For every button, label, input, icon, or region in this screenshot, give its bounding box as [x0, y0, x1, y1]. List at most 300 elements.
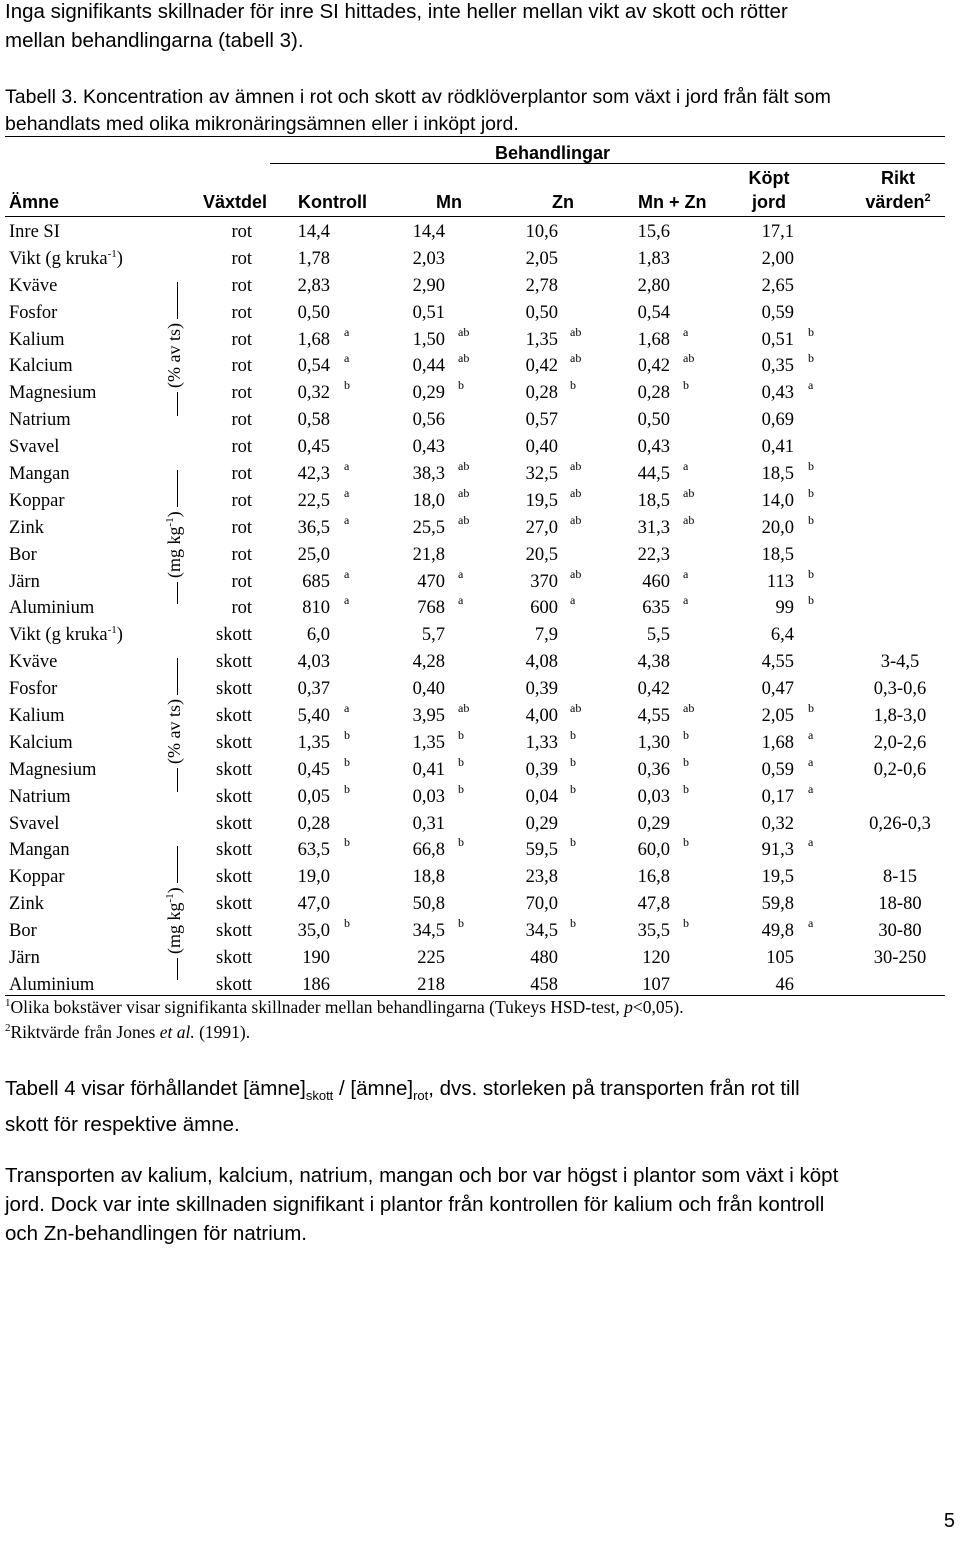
footnote-italic: et al. — [159, 1022, 195, 1042]
row-value: 14,0 — [761, 490, 794, 511]
substance-name: Fosfor — [9, 302, 58, 323]
table-top-rule — [5, 136, 945, 137]
footnote-2 — [5, 1020, 250, 1044]
row-value: 47,8 — [637, 894, 670, 915]
significance-letter: b — [570, 835, 576, 850]
row-value: 2,65 — [761, 275, 794, 296]
row-value: 19,5 — [525, 490, 558, 511]
significance-letter: a — [683, 324, 689, 339]
page-number: 5 — [943, 1510, 955, 1532]
row-plant-part: rot — [231, 544, 252, 565]
header-varden-line — [856, 190, 940, 214]
footnote-1 — [5, 995, 684, 1019]
unit-text: (mg kg — [164, 902, 184, 954]
table-row — [0, 943, 960, 970]
row-value: 18,5 — [761, 464, 794, 485]
row-value: 0,59 — [761, 302, 794, 323]
row-value: 15,6 — [637, 222, 670, 242]
row-value: 22,5 — [297, 490, 330, 511]
substance-name: Mangan — [9, 464, 70, 485]
row-value: 0,50 — [297, 302, 330, 323]
significance-letter: ab — [570, 512, 582, 527]
row-value: 4,08 — [525, 652, 558, 673]
row-value: 6,4 — [770, 625, 794, 646]
row-substance — [9, 597, 94, 619]
table-row — [0, 432, 960, 459]
substance-name-end: ) — [116, 625, 123, 646]
row-value: 0,42 — [637, 679, 670, 700]
row-value: 5,5 — [646, 625, 670, 646]
row-value: 0,41 — [761, 437, 794, 458]
substance-name: Zink — [9, 517, 44, 538]
row-substance — [9, 329, 65, 351]
significance-letter: b — [570, 916, 576, 931]
intro-paragraph — [5, 0, 955, 55]
significance-letter: ab — [683, 512, 695, 527]
significance-letter: ab — [683, 485, 695, 500]
row-plant-part: rot — [231, 571, 252, 592]
substance-name: Natrium — [9, 410, 71, 431]
substance-name: Zink — [9, 894, 44, 915]
table-row — [0, 593, 960, 620]
row-value: 4,28 — [412, 652, 445, 673]
significance-letter: b — [808, 512, 814, 527]
row-value: 1,35 — [297, 732, 330, 753]
significance-letter: ab — [458, 324, 470, 339]
row-value: 0,51 — [761, 329, 794, 350]
significance-letter: b — [344, 835, 350, 850]
row-value: 2,05 — [525, 248, 558, 269]
row-value: 0,42 — [525, 356, 558, 377]
row-value: 22,3 — [637, 544, 670, 565]
significance-letter: b — [458, 781, 464, 796]
row-substance — [9, 839, 70, 861]
table-caption — [5, 84, 955, 138]
row-value: 105 — [766, 948, 794, 969]
row-value: 0,40 — [412, 679, 445, 700]
unit-text-end: ) — [164, 511, 184, 518]
significance-letter: b — [570, 378, 576, 393]
row-value: 2,83 — [297, 275, 330, 296]
table-row — [0, 970, 960, 997]
unit-sup: -1 — [164, 517, 176, 527]
significance-letter: b — [458, 835, 464, 850]
row-plant-part: skott — [216, 706, 252, 727]
row-plant-part: skott — [216, 840, 252, 861]
significance-letter: a — [808, 754, 814, 769]
significance-letter: a — [808, 916, 814, 931]
row-substance — [9, 517, 44, 539]
significance-letter: a — [344, 593, 350, 608]
row-value: 0,36 — [637, 759, 670, 780]
significance-letter: a — [683, 593, 689, 608]
row-substance — [9, 786, 71, 808]
row-value: 0,17 — [761, 786, 794, 807]
row-value: 47,0 — [297, 894, 330, 915]
table-row — [0, 271, 960, 298]
significance-letter: b — [808, 701, 814, 716]
row-substance — [9, 382, 96, 404]
row-value: 458 — [530, 974, 558, 995]
row-plant-part: skott — [216, 732, 252, 753]
row-value: 0,39 — [525, 679, 558, 700]
substance-sup: -1 — [107, 247, 117, 260]
table-row — [0, 916, 960, 943]
significance-letter: b — [808, 324, 814, 339]
row-reference-value: 0,2-0,6 — [873, 759, 927, 780]
row-value: 21,8 — [412, 544, 445, 565]
significance-letter: b — [344, 727, 350, 742]
significance-letter: b — [683, 781, 689, 796]
significance-letter: b — [570, 754, 576, 769]
row-value: 4,03 — [297, 652, 330, 673]
header-zn: Zn — [552, 192, 574, 212]
row-substance — [9, 302, 57, 324]
row-value: 0,03 — [637, 786, 670, 807]
row-value: 66,8 — [412, 840, 445, 861]
row-plant-part: rot — [231, 464, 252, 485]
row-value: 17,1 — [761, 222, 794, 242]
substance-name: Magnesium — [9, 383, 97, 404]
significance-letter: a — [570, 593, 576, 608]
paragraph-text: Tabell 4 visar förhållandet [ämne] — [5, 1077, 306, 1100]
row-value: 4,00 — [525, 706, 558, 727]
row-plant-part: rot — [231, 490, 252, 511]
significance-letter: a — [344, 701, 350, 716]
row-substance — [9, 624, 123, 646]
row-reference-value: 30-80 — [878, 921, 922, 942]
significance-letter: a — [344, 324, 350, 339]
row-substance — [9, 544, 37, 566]
row-plant-part: skott — [216, 813, 252, 834]
unit-label-pct: (% av ts) — [164, 319, 185, 392]
table-row — [0, 835, 960, 862]
table-row — [0, 217, 960, 244]
row-value: 0,42 — [637, 356, 670, 377]
row-value: 0,44 — [412, 356, 445, 377]
row-value: 3,95 — [412, 706, 445, 727]
significance-letter: b — [344, 781, 350, 796]
row-value: 1,30 — [637, 732, 670, 753]
table-row — [0, 540, 960, 567]
table-row — [0, 513, 960, 540]
footnote-italic: p — [624, 997, 633, 1017]
row-plant-part: skott — [216, 894, 252, 915]
table-row — [0, 647, 960, 674]
row-substance — [9, 571, 40, 593]
significance-letter: b — [808, 485, 814, 500]
row-value: 0,59 — [761, 759, 794, 780]
substance-name: Fosfor — [9, 679, 58, 700]
table-row — [0, 889, 960, 916]
row-value: 34,5 — [412, 921, 445, 942]
significance-letter: ab — [570, 459, 582, 474]
substance-name: Kalium — [9, 329, 65, 350]
row-value: 31,3 — [637, 517, 670, 538]
paragraph-line — [5, 1074, 955, 1110]
row-value: 685 — [302, 571, 330, 592]
row-value: 1,83 — [637, 248, 670, 269]
significance-letter: b — [683, 916, 689, 931]
row-value: 46 — [775, 974, 794, 995]
row-value: 4,55 — [637, 706, 670, 727]
substance-name: Inre SI — [9, 222, 60, 242]
row-substance — [9, 355, 73, 377]
row-value: 0,31 — [412, 813, 445, 834]
row-plant-part: skott — [216, 948, 252, 969]
row-value: 23,8 — [525, 867, 558, 888]
row-value: 1,50 — [412, 329, 445, 350]
significance-letter: b — [458, 378, 464, 393]
row-value: 0,41 — [412, 759, 445, 780]
row-value: 0,40 — [525, 437, 558, 458]
significance-letter: b — [808, 459, 814, 474]
row-value: 49,8 — [761, 921, 794, 942]
caption-line: Tabell 3. Koncentration av ämnen i rot och skott av rödklöverplantor som växt i jord från fält som — [5, 86, 831, 108]
intro-line: mellan behandlingarna (tabell 3). — [5, 29, 304, 52]
row-value: 0,43 — [412, 437, 445, 458]
row-plant-part: rot — [231, 248, 252, 269]
header-kopt-jord — [746, 166, 792, 214]
header-mn: Mn — [436, 192, 462, 212]
intro-line: Inga signifikants skillnader för inre SI hittades, inte heller mellan vikt av skott och rötter — [5, 0, 788, 23]
footnote-text: Riktvärde från Jones — [10, 1022, 160, 1042]
significance-letter: b — [683, 727, 689, 742]
row-value: 2,00 — [761, 248, 794, 269]
row-value: 0,47 — [761, 679, 794, 700]
substance-name: Natrium — [9, 786, 71, 807]
row-plant-part: skott — [216, 921, 252, 942]
row-value: 4,55 — [761, 652, 794, 673]
significance-letter: b — [344, 754, 350, 769]
subscript: skott — [305, 1088, 334, 1104]
substance-name: Aluminium — [9, 974, 95, 995]
substance-name: Mangan — [9, 840, 70, 861]
row-value: 6,0 — [306, 625, 330, 646]
significance-letter: ab — [570, 324, 582, 339]
row-reference-value: 1,8-3,0 — [873, 706, 927, 727]
row-value: 0,51 — [412, 302, 445, 323]
row-value: 27,0 — [525, 517, 558, 538]
substance-name: Järn — [9, 571, 40, 592]
significance-letter: ab — [458, 485, 470, 500]
row-value: 0,05 — [297, 786, 330, 807]
row-value: 1,68 — [761, 732, 794, 753]
table-row — [0, 674, 960, 701]
row-reference-value: 2,0-2,6 — [873, 732, 927, 753]
significance-letter: b — [570, 781, 576, 796]
significance-letter: a — [344, 459, 350, 474]
row-value: 635 — [642, 598, 670, 619]
row-value: 0,50 — [637, 410, 670, 431]
row-value: 18,8 — [412, 867, 445, 888]
row-value: 50,8 — [412, 894, 445, 915]
row-reference-value: 18-80 — [878, 894, 922, 915]
row-value: 42,3 — [297, 464, 330, 485]
row-plant-part: rot — [231, 598, 252, 619]
row-value: 59,8 — [761, 894, 794, 915]
row-value: 107 — [642, 974, 670, 995]
row-value: 10,6 — [525, 222, 558, 242]
row-value: 0,04 — [525, 786, 558, 807]
row-substance — [9, 732, 73, 754]
row-value: 1,35 — [412, 732, 445, 753]
row-substance — [9, 678, 57, 700]
significance-letter: ab — [458, 701, 470, 716]
row-value: 0,54 — [297, 356, 330, 377]
row-value: 60,0 — [637, 840, 670, 861]
substance-name: Svavel — [9, 437, 60, 458]
row-value: 0,56 — [412, 410, 445, 431]
row-substance — [9, 409, 71, 431]
significance-letter: ab — [683, 701, 695, 716]
significance-letter: ab — [683, 351, 695, 366]
unit-sup: -1 — [164, 893, 176, 903]
row-plant-part: rot — [231, 222, 252, 242]
significance-letter: b — [683, 754, 689, 769]
significance-letter: ab — [458, 351, 470, 366]
row-plant-part: rot — [231, 356, 252, 377]
footnote-text: Olika bokstäver visar signifikanta skillnader mellan behandlingarna (Tukeys HSD-test, — [10, 997, 625, 1017]
row-substance — [9, 705, 65, 727]
row-reference-value: 30-250 — [873, 948, 927, 969]
substance-name: Vikt (g kruka — [9, 248, 108, 269]
row-reference-value: 3-4,5 — [880, 652, 920, 673]
row-plant-part: skott — [216, 786, 252, 807]
unit-text-end: ) — [164, 887, 184, 894]
row-plant-part: skott — [216, 974, 252, 995]
header-rikt-line: Rikt — [880, 168, 915, 188]
row-substance — [9, 920, 37, 942]
row-value: 25,0 — [297, 544, 330, 565]
row-plant-part: skott — [216, 759, 252, 780]
row-value: 18,0 — [412, 490, 445, 511]
row-plant-part: rot — [231, 329, 252, 350]
row-substance — [9, 248, 123, 270]
row-value: 35,0 — [297, 921, 330, 942]
significance-letter: b — [808, 593, 814, 608]
paragraph-transport — [5, 1161, 955, 1248]
row-value: 63,5 — [297, 840, 330, 861]
paragraph-text: / [ämne] — [333, 1077, 414, 1100]
row-value: 0,32 — [761, 813, 794, 834]
significance-letter: b — [683, 835, 689, 850]
row-value: 600 — [530, 598, 558, 619]
row-value: 91,3 — [761, 840, 794, 861]
row-value: 2,03 — [412, 248, 445, 269]
row-value: 0,50 — [525, 302, 558, 323]
substance-name-end: ) — [116, 248, 123, 269]
row-value: 0,35 — [761, 356, 794, 377]
row-value: 186 — [302, 974, 330, 995]
row-substance — [9, 463, 70, 485]
row-value: 20,5 — [525, 544, 558, 565]
row-value: 18,5 — [761, 544, 794, 565]
row-value: 225 — [417, 948, 445, 969]
significance-letter: ab — [570, 701, 582, 716]
table-row — [0, 728, 960, 755]
significance-letter: b — [458, 754, 464, 769]
row-reference-value: 8-15 — [883, 867, 917, 888]
significance-letter: a — [683, 459, 689, 474]
row-value: 0,39 — [525, 759, 558, 780]
table-row — [0, 298, 960, 325]
significance-letter: ab — [570, 566, 582, 581]
substance-name: Bor — [9, 544, 37, 565]
table-row — [0, 701, 960, 728]
row-value: 5,40 — [297, 706, 330, 727]
footnote-text: (1991). — [194, 1022, 251, 1042]
row-plant-part: rot — [231, 517, 252, 538]
unit-label-pct: (% av ts) — [164, 695, 185, 768]
row-reference-value: 0,3-0,6 — [873, 679, 927, 700]
paragraph-ratio — [5, 1074, 955, 1139]
row-value: 36,5 — [297, 517, 330, 538]
table-row — [0, 782, 960, 809]
row-value: 0,28 — [637, 383, 670, 404]
paragraph-line: jord. Dock var inte skillnaden signifikant i plantor från kontrollen för kalium och från kontroll — [5, 1193, 825, 1216]
significance-letter: a — [344, 351, 350, 366]
row-value: 25,5 — [412, 517, 445, 538]
paragraph-text: , dvs. storleken på transporten från rot till — [428, 1077, 800, 1100]
significance-letter: b — [808, 351, 814, 366]
header-amne: Ämne — [9, 192, 60, 212]
row-substance — [9, 813, 59, 835]
row-value: 14,4 — [412, 222, 445, 242]
row-value: 0,43 — [637, 437, 670, 458]
row-plant-part: rot — [231, 437, 252, 458]
row-substance — [9, 436, 59, 458]
row-value: 0,28 — [297, 813, 330, 834]
table-row — [0, 244, 960, 271]
significance-letter: b — [458, 727, 464, 742]
table-row — [0, 486, 960, 513]
header-varden-text: värden — [865, 192, 925, 212]
substance-name: Koppar — [9, 867, 65, 888]
row-value: 0,57 — [525, 410, 558, 431]
row-value: 2,78 — [525, 275, 558, 296]
row-value: 470 — [417, 571, 445, 592]
row-substance — [9, 651, 57, 673]
substance-name: Järn — [9, 948, 40, 969]
significance-letter: b — [344, 378, 350, 393]
paragraph-line: och Zn-behandlingen för natrium. — [5, 1222, 307, 1245]
row-value: 5,7 — [421, 625, 445, 646]
row-value: 4,38 — [637, 652, 670, 673]
significance-letter: ab — [570, 485, 582, 500]
table-row — [0, 755, 960, 782]
substance-name: Kalcium — [9, 356, 73, 377]
significance-letter: ab — [458, 512, 470, 527]
table-row — [0, 351, 960, 378]
table-row — [0, 809, 960, 836]
row-substance — [9, 490, 64, 512]
header-vaxtdel: Växtdel — [203, 192, 268, 212]
row-value: 1,68 — [297, 329, 330, 350]
row-value: 370 — [530, 571, 558, 592]
row-value: 16,8 — [637, 867, 670, 888]
paragraph-line: Transporten av kalium, kalcium, natrium, mangan och bor var högst i plantor som växt i köpt — [5, 1164, 839, 1187]
row-reference-value: 0,26-0,3 — [869, 813, 931, 834]
table-row — [0, 567, 960, 594]
footnote-mark: 1 — [5, 997, 11, 1010]
row-value: 18,5 — [637, 490, 670, 511]
row-value: 190 — [302, 948, 330, 969]
row-value: 35,5 — [637, 921, 670, 942]
header-jord-line: jord — [752, 192, 786, 212]
substance-name: Vikt (g kruka — [9, 625, 108, 646]
significance-letter: a — [808, 781, 814, 796]
